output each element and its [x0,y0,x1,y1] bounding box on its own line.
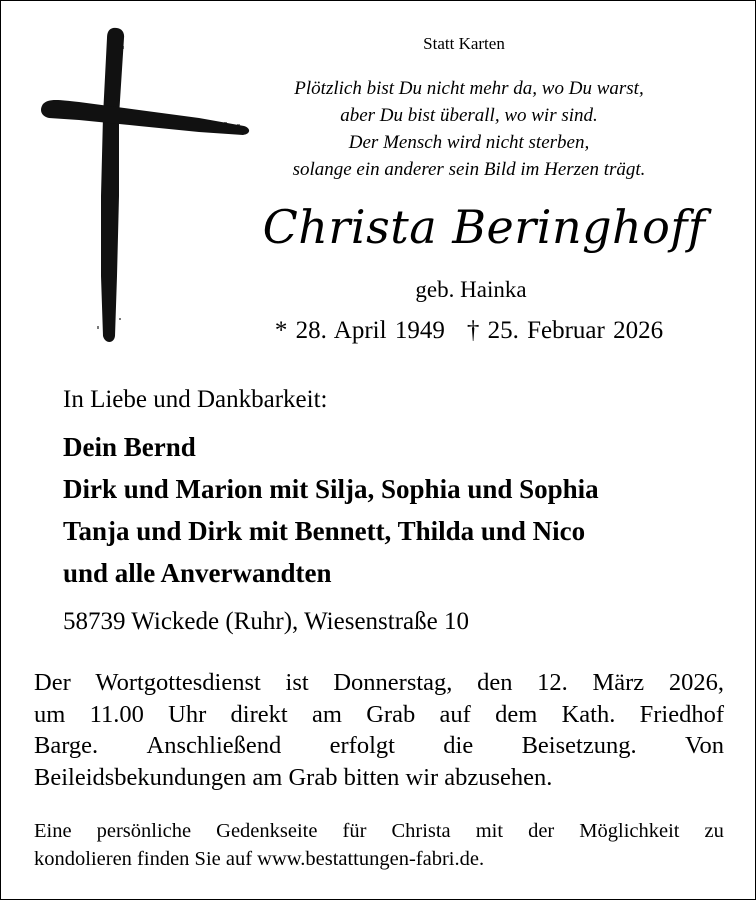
word: 12. [537,669,568,696]
word: Wortgottesdienst [95,669,261,696]
service-line [34,730,724,762]
deceased-name: Christa Beringhoff [262,200,706,254]
word: Gedenkseite [216,820,318,842]
word: 2026, [668,669,724,696]
memorial-line: kondolieren finden Sie auf www.bestattungen-fabri.de. [34,848,485,870]
word: um [34,700,66,728]
word: Beisetzung. [521,732,637,759]
family-list [63,426,599,594]
family-line: Dein Bernd [63,432,196,462]
word: Der [34,669,71,696]
birth-date: * 28. April 1949 [274,317,445,344]
family-line: Dirk und Marion mit Silja, Sophia und Sophia [63,474,599,504]
word: zu [704,820,724,842]
poem-line: Der Mensch wird nicht sterben, [348,132,590,153]
family-line: Tanja und Dirk mit Bennett, Thilda und Nico [63,516,586,546]
word: den [477,669,513,696]
word: direkt [230,700,288,728]
address: 58739 Wickede (Ruhr), Wiesenstraße 10 [63,608,469,635]
word: erfolgt [329,732,395,759]
word: für [342,820,367,842]
service-text [34,667,724,793]
word: ist [285,669,309,696]
word: Anschließend [146,732,282,759]
memorial-text [34,817,724,873]
word: Barge. [34,732,99,759]
poem-line: Plötzlich bist Du nicht mehr da, wo Du warst, [294,78,644,99]
family-line: und alle Anverwandten [63,558,332,588]
service-line [34,667,724,699]
word: März [592,669,645,696]
salutation: Statt Karten [423,34,505,53]
word: die [443,732,474,759]
poem [241,75,697,183]
poem-line: solange ein anderer sein Bild im Herzen trägt. [292,159,646,180]
word: Kath. [561,700,616,728]
word: Möglichkeit [579,820,680,842]
poem-line: aber Du bist überall, wo wir sind. [340,105,598,126]
word: Donnerstag, [333,669,453,696]
word: mit [475,820,504,842]
word: Christa [391,820,451,842]
service-line [34,699,724,731]
word: Von [684,732,724,759]
dedication: In Liebe und Dankbarkeit: [63,386,328,413]
life-dates [241,317,697,345]
word: Grab [366,700,416,728]
word: auf [439,700,471,728]
memorial-line [34,817,724,845]
word: am [311,700,342,728]
cross-icon [39,26,253,346]
word: der [528,820,555,842]
death-date: † 25. Februar 2026 [466,317,664,344]
word: dem [495,700,538,728]
word: 11.00 [89,700,144,728]
word: Uhr [168,700,207,728]
word: Friedhof [639,700,724,728]
service-line: Beileidsbekundungen am Grab bitten wir abzusehen. [34,763,553,791]
birth-name: geb. Hainka [415,277,527,302]
word: Eine [34,820,72,842]
word: persönliche [96,820,192,842]
